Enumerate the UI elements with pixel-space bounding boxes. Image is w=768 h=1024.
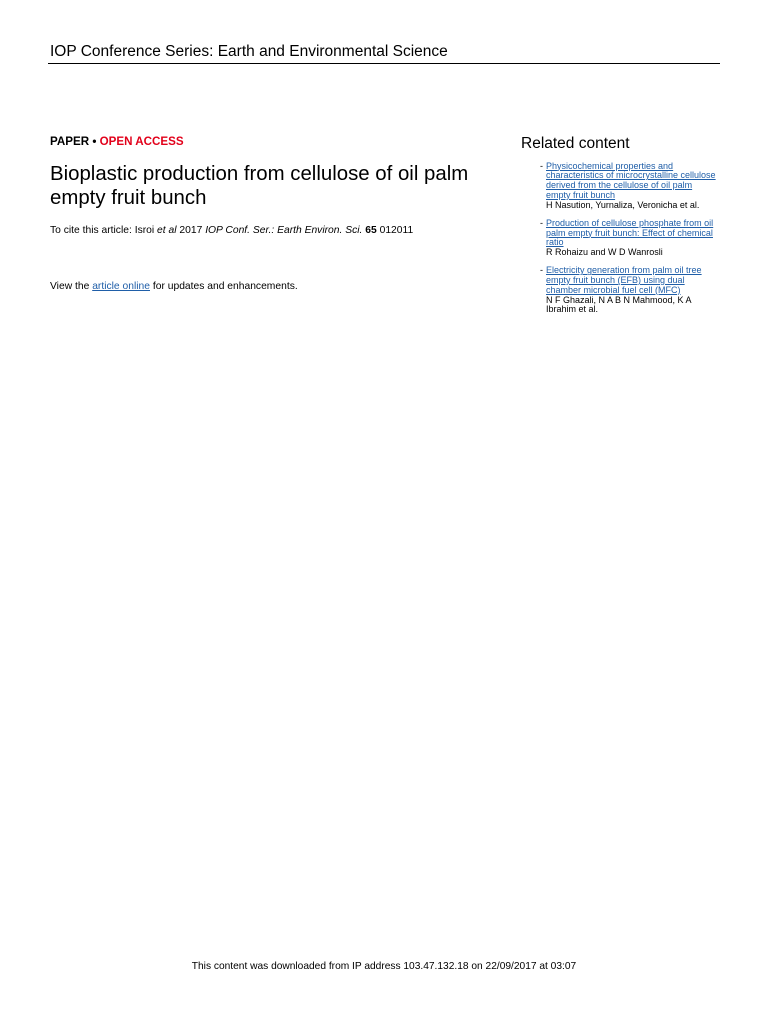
related-content-heading: Related content <box>521 135 630 152</box>
view-online-suffix: for updates and enhancements. <box>152 281 298 292</box>
list-bullet: - <box>540 160 543 171</box>
article-online-link[interactable]: article online <box>92 281 150 292</box>
citation-year: 2017 <box>179 225 203 236</box>
related-content-list <box>540 162 720 324</box>
related-item-body <box>546 219 717 258</box>
link-text-line[interactable]: empty fruit bunch (EFB) using dual <box>546 275 685 285</box>
download-notice: This content was downloaded from IP address 103.47.132.18 on 22/09/2017 at 03:07 <box>191 961 577 972</box>
citation-line <box>50 226 413 236</box>
list-bullet: - <box>540 265 543 276</box>
link-text-line[interactable]: derived from the cellulose of oil palm <box>546 180 693 190</box>
related-item <box>540 219 720 258</box>
related-article-authors: N F Ghazali, N A B N Mahmood, K A Ibrahim et al. <box>546 294 692 315</box>
link-text-line[interactable]: Production of cellulose phosphate from oil <box>546 217 714 228</box>
paper-access-label <box>50 136 184 148</box>
link-text-line[interactable]: Physicochemical properties and <box>546 160 674 171</box>
related-article-authors: R Rohaizu and W D Wanrosli <box>546 247 663 257</box>
open-access-label: OPEN ACCESS <box>99 135 184 148</box>
related-item-body <box>546 266 717 315</box>
citation-label: To cite this article: <box>50 225 132 236</box>
link-text-line[interactable]: Electricity generation from palm oil tree <box>546 265 702 276</box>
link-text-line[interactable]: chamber microbial fuel cell (MFC) <box>546 284 681 295</box>
header-divider <box>48 63 720 64</box>
view-online-line <box>50 282 298 292</box>
citation-journal: IOP Conf. Ser.: Earth Environ. Sci. <box>205 225 363 236</box>
series-title: IOP Conference Series: Earth and Environmental Science <box>50 43 448 60</box>
label-separator: • <box>92 135 97 148</box>
citation-volume: 65 <box>365 225 377 236</box>
view-online-prefix: View the <box>50 281 90 292</box>
citation-author: Isroi <box>134 225 155 236</box>
related-article-link[interactable] <box>546 266 717 295</box>
link-text-line[interactable]: palm empty fruit bunch: Effect of chemical <box>546 227 713 238</box>
related-item-body <box>546 162 717 211</box>
list-bullet: - <box>540 217 543 228</box>
citation-article-number: 012011 <box>379 225 414 236</box>
related-item <box>540 162 720 211</box>
paper-title: Bioplastic production from cellulose of oil palm empty fruit bunch <box>50 163 469 209</box>
paper-type-label: PAPER <box>50 135 90 148</box>
link-text-line[interactable]: empty fruit bunch <box>546 189 616 200</box>
related-article-link[interactable] <box>546 162 717 201</box>
related-item <box>540 266 720 315</box>
link-text-line[interactable]: characteristics of microcrystalline cellulose <box>546 170 716 181</box>
related-article-authors: H Nasution, Yurnaliza, Veronicha et al. <box>546 199 700 210</box>
citation-et-al: et al <box>157 225 177 236</box>
link-text-line[interactable]: ratio <box>546 237 564 248</box>
related-article-link[interactable] <box>546 219 717 248</box>
